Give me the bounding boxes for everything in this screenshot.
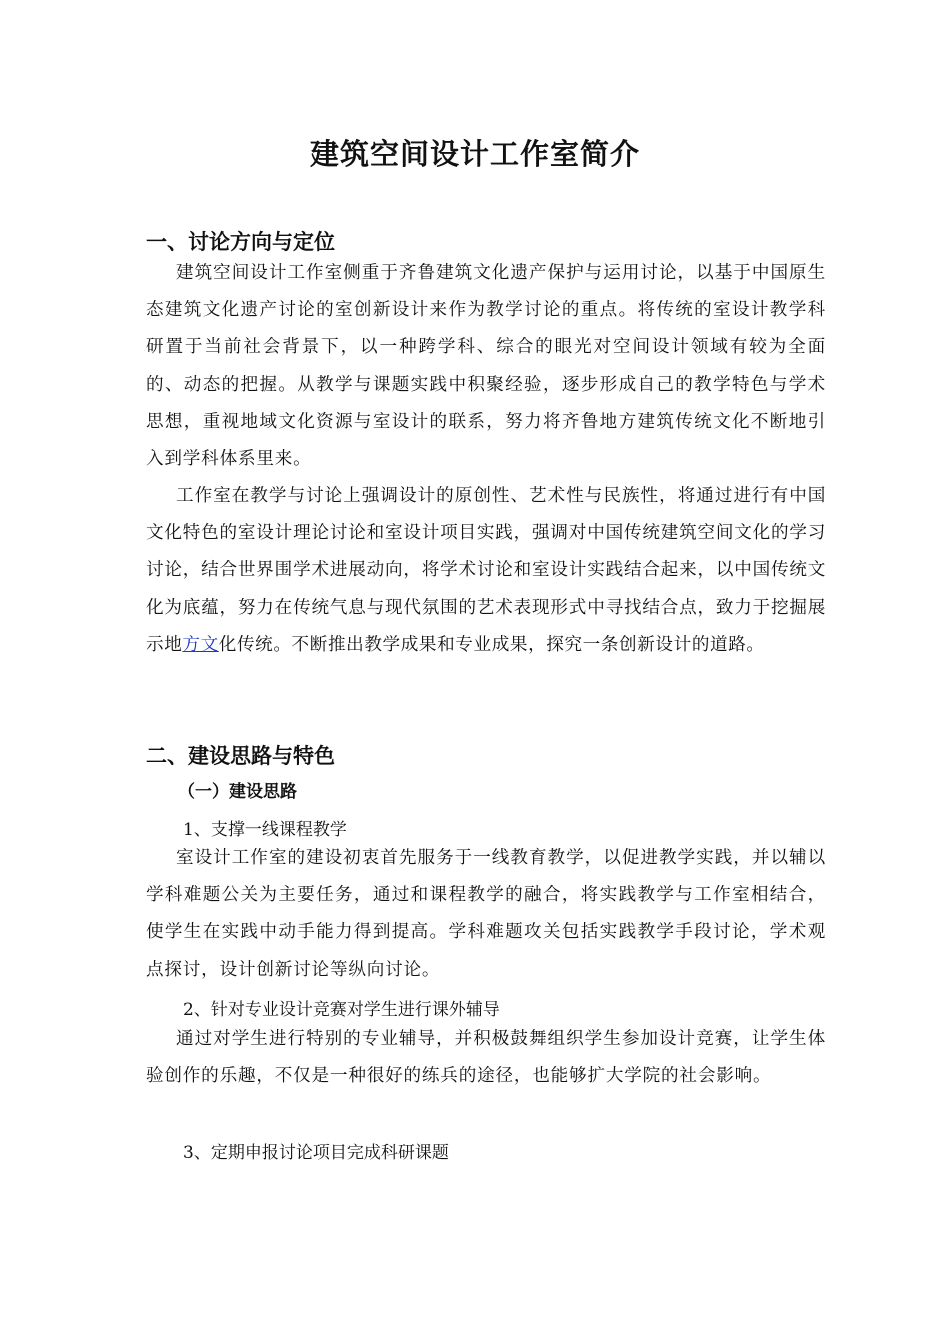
paragraph-text-part: 工作室在教学与讨论上强调设计的原创性、艺术性与民族性，将通过进行有中国文化特色的室设计理论讨论和室设计项目实践，强调对中国传统建筑空间文化的学习讨论，结合世界围学术进展动向，将学术讨论和室设计实践结合起来，以中国传统文化为底蕴，努力在传统气息与现代氛围的艺术表现形式中寻找结合点，致力于挖掘展示地 [146, 486, 826, 655]
paragraph-emphasis [146, 478, 826, 664]
list-item-2: 2、针对专业设计竞赛对学生进行课外辅导 [183, 1000, 500, 1020]
section-heading-research-direction: 一、讨论方向与定位 [146, 230, 335, 254]
subsection-heading-ideas: （一）建设思路 [178, 782, 297, 802]
page-title: 建筑空间设计工作室简介 [309, 137, 640, 171]
paragraph-competition-guidance: 通过对学生进行特别的专业辅导，并积极鼓舞组织学生参加设计竞赛，让学生体验创作的乐趣，不仅是一种很好的练兵的途径，也能够扩大学院的社会影响。 [146, 1029, 826, 1087]
list-item-1: 1、支撑一线课程教学 [183, 820, 347, 840]
inline-link[interactable]: 方文 [182, 634, 219, 655]
paragraph-text-part: 化传统。不断推出教学成果和专业成果，探究一条创新设计的道路。 [218, 634, 765, 655]
paragraph-positioning: 建筑空间设计工作室侧重于齐鲁建筑文化遗产保护与运用讨论，以基于中国原生态建筑文化遗产讨论的室创新设计来作为教学讨论的重点。将传统的室设计教学科研置于当前社会背景下，以一种跨学科、综合的眼光对空间设计领域有较为全面的、动态的把握。从教学与课题实践中积聚经验，逐步形成自己的教学特色与学术思想，重视地域文化资源与室设计的联系，努力将齐鲁地方建筑传统文化不断地引入到学科体系里来。 [146, 263, 826, 470]
paragraph-teaching-support: 室设计工作室的建设初衷首先服务于一线教育教学，以促进教学实践，并以辅以学科难题公关为主要任务，通过和课程教学的融合，将实践教学与工作室相结合，使学生在实践中动手能力得到提高。学科难题攻关包括实践教学手段讨论，学术观点探讨，设计创新讨论等纵向讨论。 [146, 848, 826, 980]
list-item-3: 3、定期申报讨论项目完成科研课题 [183, 1143, 449, 1163]
section-heading-construction: 二、建设思路与特色 [146, 744, 335, 768]
